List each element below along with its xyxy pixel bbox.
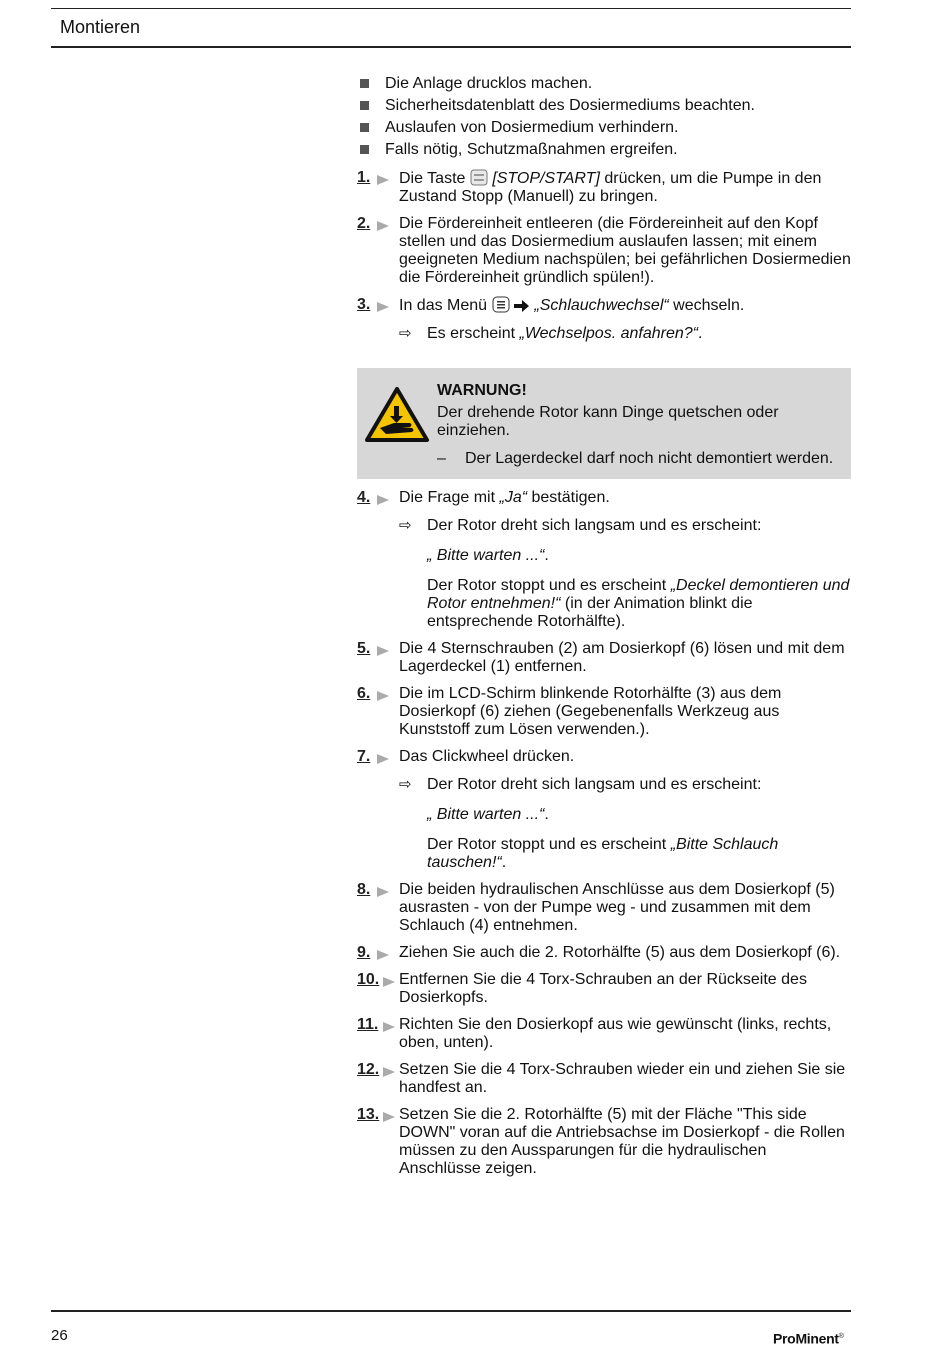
step-3-result: ⇨ Es erscheint „Wechselpos. anfahren?“.: [399, 325, 703, 342]
header-rule-top: [51, 8, 851, 9]
step-2: 2. Die Fördereinheit entleeren (die Fördereinheit auf den Kopf stellen und das Dosiermedium auslaufen lassen; mit einem geeigneten Medium nachspülen; bei gefährlichen Dosiermedien die Fördereinheit gründlich spülen!).: [357, 215, 851, 286]
step-10: 10. Entfernen Sie die 4 Torx-Schrauben an der Rückseite des Dosierkopfs.: [357, 971, 807, 1006]
step-5: 5. Die 4 Sternschrauben (2) am Dosierkopf (6) lösen und mit dem Lagerdeckel (1) entfernen.: [357, 640, 845, 675]
step-12: 12. Setzen Sie die 4 Torx-Schrauben wieder ein und ziehen Sie sie handfest an.: [357, 1061, 846, 1096]
stop-start-key-icon: [470, 169, 488, 186]
step-9: 9. Ziehen Sie auch die 2. Rotorhälfte (5) aus dem Dosierkopf (6).: [357, 944, 841, 961]
precaution-list: [357, 73, 851, 161]
page-number: 26: [51, 1327, 68, 1344]
result-arrow-icon: ⇨: [399, 776, 412, 793]
list-item: Die Anlage drucklos machen.: [357, 73, 851, 95]
warning-box: [357, 368, 851, 479]
step-7-result: ⇨ Der Rotor dreht sich langsam und es erscheint: „ Bitte warten ...“. Der Rotor stoppt und es erscheint „Bitte Schlauch tauschen!“.: [399, 776, 779, 871]
result-arrow-icon: ⇨: [399, 517, 412, 534]
main-content: [357, 73, 851, 1178]
step-4: 4. Die Frage mit „Ja“ bestätigen.: [357, 489, 610, 506]
step-8: 8. Die beiden hydraulischen Anschlüsse aus dem Dosierkopf (5) ausrasten - von der Pumpe weg - und zusammen mit dem Schlauch (4) entnehmen.: [357, 881, 835, 934]
step-3: 3. In das Menü „Schlauchwechsel“ wechseln.: [357, 296, 745, 314]
list-item: Falls nötig, Schutzmaßnahmen ergreifen.: [357, 139, 851, 161]
step-4-result: ⇨ Der Rotor dreht sich langsam und es erscheint: „ Bitte warten ...“. Der Rotor stoppt und es erscheint „Deckel demontieren und Rotor entnehmen!“ (in der Animation blinkt die entsprechende Rotorhälfte).: [399, 517, 850, 630]
warning-item: – Der Lagerdeckel darf noch nicht demontiert werden.: [437, 450, 834, 467]
footer-rule: [51, 1310, 851, 1312]
warning-text: Der drehende Rotor kann Dinge quetschen oder einziehen.: [437, 404, 779, 439]
step-6: 6. Die im LCD-Schirm blinkende Rotorhälfte (3) aus dem Dosierkopf (6) ziehen (Gegebenenfalls Werkzeug aus Kunststoff zum Lösen verwenden.).: [357, 685, 782, 738]
brand-logo: ProMinent®: [773, 1330, 844, 1347]
hand-crush-warning-icon: [364, 386, 430, 444]
step-1: 1. Die Taste [STOP/START] drücken, um die Pumpe in den Zustand Stopp (Manuell) zu bringen.: [357, 169, 822, 205]
warning-title: WARNUNG!: [437, 382, 527, 399]
list-item: Sicherheitsdatenblatt des Dosiermediums beachten.: [357, 95, 851, 117]
list-item: Auslaufen von Dosiermedium verhindern.: [357, 117, 851, 139]
step-7: 7. Das Clickwheel drücken.: [357, 748, 575, 765]
header-rule-bottom: [51, 46, 851, 48]
section-title: Montieren: [60, 17, 141, 37]
menu-icon: [492, 296, 510, 313]
step-13: 13. Setzen Sie die 2. Rotorhälfte (5) mit der Fläche "This side DOWN" voran auf die Antriebsachse im Dosierkopf - die Rollen müssen zu den Aussparungen für die hydraulischen Anschlüsse zeigen.: [357, 1106, 845, 1177]
step-11: 11. Richten Sie den Dosierkopf aus wie gewünscht (links, rechts, oben, unten).: [357, 1016, 832, 1051]
arrow-right-icon: [514, 299, 530, 313]
result-arrow-icon: ⇨: [399, 325, 412, 342]
